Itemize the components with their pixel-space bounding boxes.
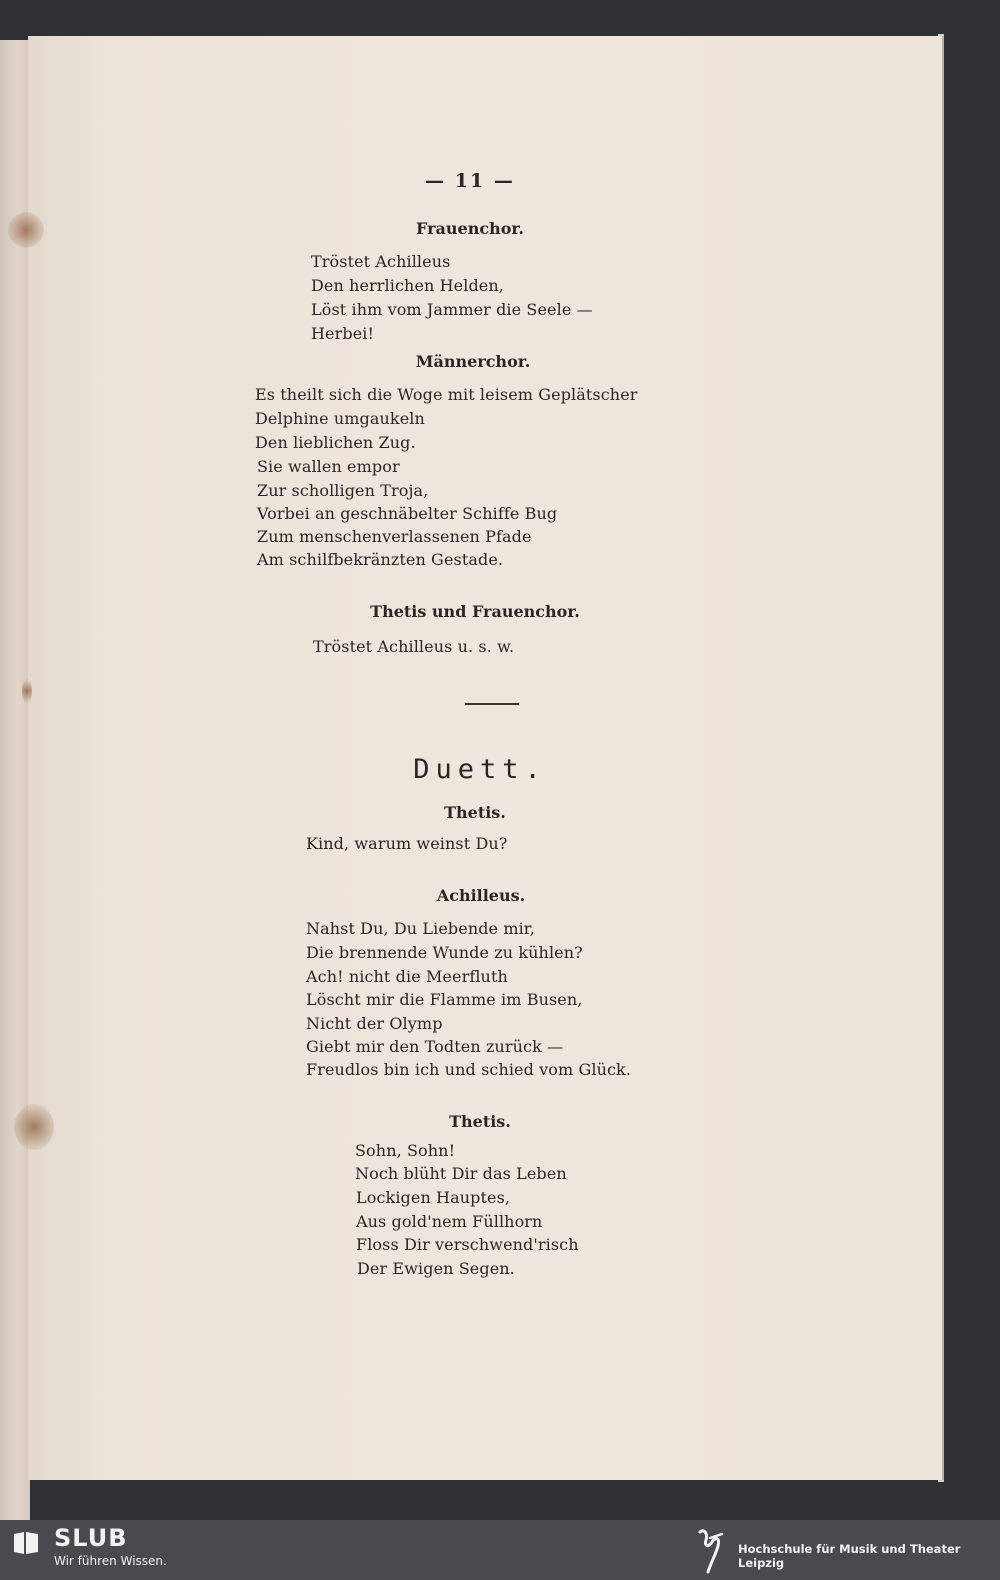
section-rule [465,703,519,705]
verse-line: Floss Dir verschwend'risch [356,1235,579,1254]
section-heading: Männerchor. [415,352,531,371]
verse-line: Herbei! [311,324,375,343]
verse-line: Den herrlichen Helden, [311,276,504,295]
verse-line: Delphine umgaukeln [255,409,425,428]
verse-line: Tröstet Achilleus [311,252,451,271]
duett-title: Duett. [413,754,547,785]
verse-line: Kind, warum weinst Du? [306,834,508,853]
verse-line: Löscht mir die Flamme im Busen, [306,990,583,1009]
slub-book-icon[interactable] [12,1530,40,1556]
verse-line: Nahst Du, Du Liebende mir, [306,919,535,938]
verse-line: Sie wallen empor [257,457,400,476]
verse-line: Zur scholligen Troja, [257,481,429,500]
section-heading: Achilleus. [436,886,526,905]
viewer-footer [0,1520,1000,1580]
verse-line: Vorbei an geschnäbelter Schiffe Bug [257,504,558,523]
verse-line: Der Ewigen Segen. [357,1259,515,1278]
library-tagline: Wir führen Wissen. [54,1554,167,1568]
verse-line: Zum menschenverlassenen Pfade [257,527,532,546]
hmt-logo-icon[interactable] [694,1524,728,1576]
verse-line: Den lieblichen Zug. [255,433,416,452]
verse-line: Giebt mir den Todten zurück — [306,1037,564,1056]
verse-line: Am schilfbekränzten Gestade. [257,550,504,569]
verse-line: Noch blüht Dir das Leben [355,1164,567,1183]
verse-line: Freudlos bin ich und schied vom Glück. [306,1060,632,1079]
section-heading: Frauenchor. [416,219,524,238]
verse-line: Nicht der Olymp [306,1014,443,1033]
verse-line: Es theilt sich die Woge mit leisem Geplätscher [255,385,638,404]
section-heading: Thetis. [449,1112,511,1131]
page-number: — 11 — [425,170,515,192]
library-name[interactable]: SLUB [54,1524,128,1552]
section-heading: Thetis. [444,803,506,822]
verse-line: Aus gold'nem Füllhorn [356,1212,543,1231]
partner-name[interactable]: Hochschule für Musik und Theater Leipzig [738,1542,961,1570]
verse-line: Ach! nicht die Meerfluth [306,967,508,986]
verse-line: Sohn, Sohn! [355,1141,456,1160]
verse-line: Tröstet Achilleus u. s. w. [313,637,515,656]
section-heading: Thetis und Frauenchor. [370,602,580,621]
verse-line: Die brennende Wunde zu kühlen? [306,943,583,962]
verse-line: Lockigen Hauptes, [356,1188,511,1207]
verse-line: Löst ihm vom Jammer die Seele — [311,300,593,319]
